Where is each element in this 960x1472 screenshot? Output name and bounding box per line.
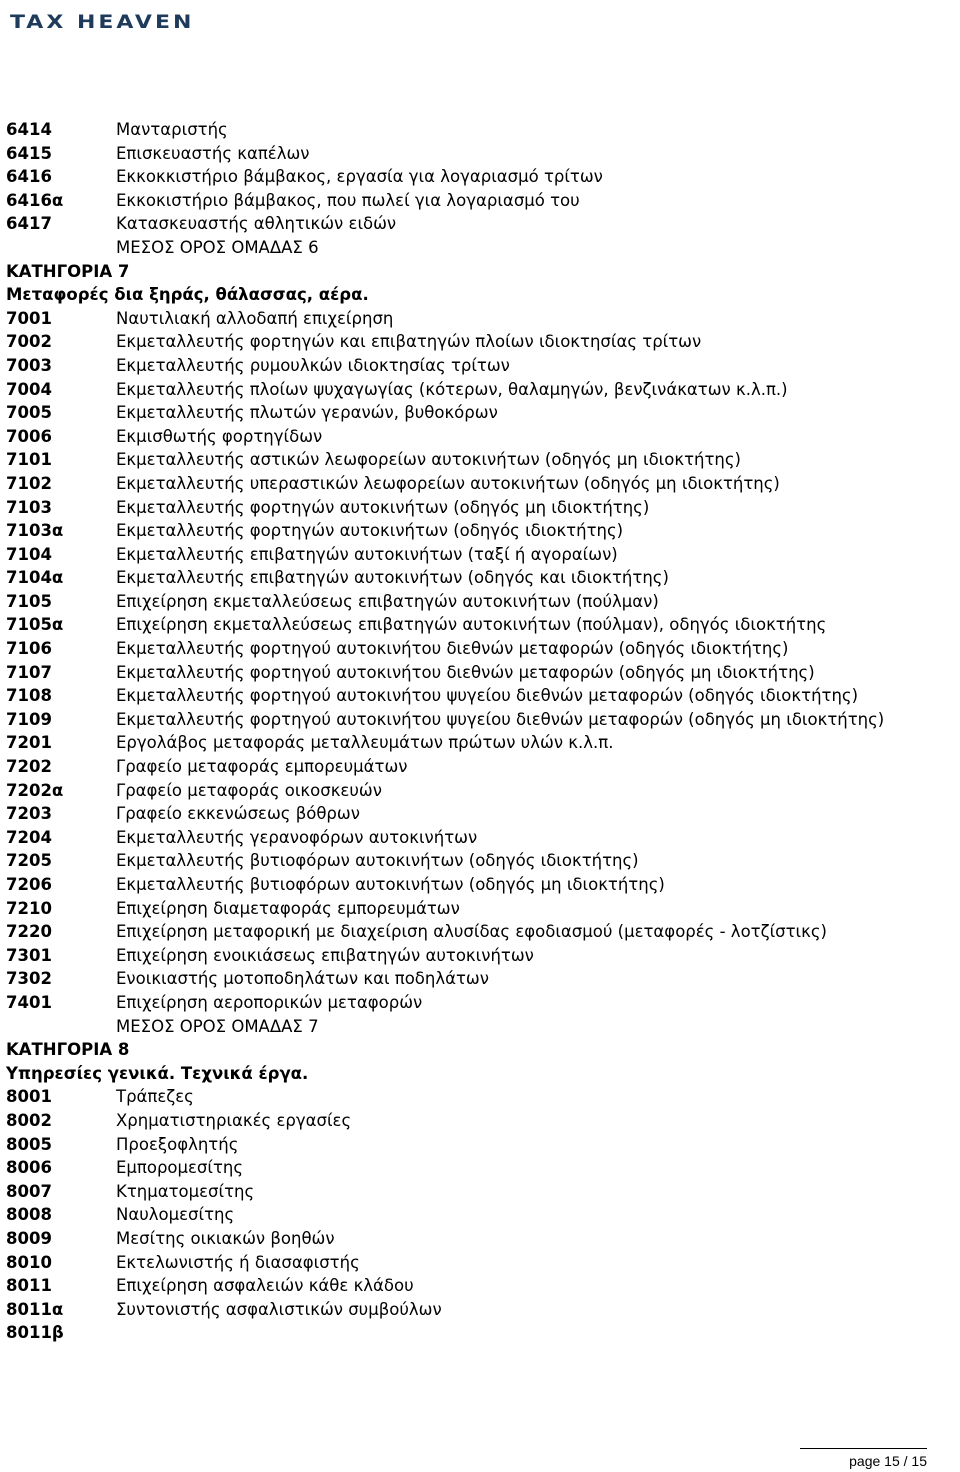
- list-item: [6, 1321, 960, 1345]
- activity-code: 7210: [6, 898, 52, 918]
- activity-code: 7106: [6, 639, 52, 659]
- activity-description: Εκμεταλλευτής γερανοφόρων αυτοκινήτων: [116, 827, 478, 847]
- list-item: [6, 1274, 960, 1298]
- activity-code: 7105α: [6, 615, 64, 635]
- category-8-subtitle: Υπηρεσίες γενικά. Τεχνικά έργα.: [6, 1063, 309, 1083]
- activity-code: 8006: [6, 1158, 52, 1178]
- list-item: [6, 448, 960, 472]
- activity-description: Εμπορομεσίτης: [116, 1158, 244, 1178]
- category-7-subtitle: Μεταφορές δια ξηράς, θάλασσας, αέρα.: [6, 285, 369, 305]
- activity-description: Εκμεταλλευτής πλωτών γερανών, βυθοκόρων: [116, 403, 498, 423]
- activity-description: Εκμεταλλευτής υπεραστικών λεωφορείων αυτοκινήτων (οδηγός μη ιδιοκτήτης): [116, 473, 780, 493]
- activity-code: 7003: [6, 355, 52, 375]
- activity-code: 8011α: [6, 1299, 64, 1319]
- list-item: [6, 401, 960, 425]
- list-item: [6, 354, 960, 378]
- activity-code: 7103α: [6, 521, 64, 541]
- activity-description: Μανταριστής: [116, 120, 228, 139]
- activity-description: Γραφείο μεταφοράς εμπορευμάτων: [116, 757, 408, 777]
- category-7-title: ΚΑΤΗΓΟΡΙΑ 7: [6, 261, 130, 281]
- activity-description: Εκμεταλλευτής φορτηγών αυτοκινήτων (οδηγός μη ιδιοκτήτης): [116, 497, 650, 517]
- activity-code: 8005: [6, 1134, 52, 1154]
- activity-code: 6417: [6, 214, 52, 234]
- activity-code: 7107: [6, 662, 52, 682]
- activity-description: Εκκοκιστήριο βάμβακος, που πωλεί για λογαριασμό του: [116, 190, 580, 210]
- activity-description: Κτηματομεσίτης: [116, 1181, 255, 1201]
- list-item: [6, 543, 960, 567]
- activity-code: 7205: [6, 851, 52, 871]
- page-number: page 15 / 15: [800, 1448, 927, 1469]
- activity-code: 8002: [6, 1110, 52, 1130]
- activity-code: 7220: [6, 922, 52, 942]
- activity-description: Εκμεταλλευτής αστικών λεωφορείων αυτοκινήτων (οδηγός μη ιδιοκτήτης): [116, 450, 741, 470]
- activity-code: 7302: [6, 969, 52, 989]
- activity-code: 7102: [6, 473, 52, 493]
- activity-description: Τράπεζες: [116, 1087, 194, 1107]
- list-item: [6, 378, 960, 402]
- activity-description: Ναυλομεσίτης: [116, 1205, 235, 1225]
- activity-description: Εκμεταλλευτής πλοίων ψυχαγωγίας (κότερων, θαλαμηγών, βενζινάκατων κ.λ.π.): [116, 379, 788, 399]
- activity-description: Επιχείρηση ενοικιάσεως επιβατηγών αυτοκινήτων: [116, 945, 534, 965]
- tax-heaven-logo: [10, 8, 194, 36]
- list-item: [6, 731, 960, 755]
- activity-description: Επιχείρηση διαμεταφοράς εμπορευμάτων: [116, 898, 460, 918]
- activity-code: 7006: [6, 426, 52, 446]
- activity-description: Κατασκευαστής αθλητικών ειδών: [116, 214, 397, 234]
- list-item: [6, 1180, 960, 1204]
- list-item: [6, 118, 960, 142]
- activity-description: Εκμισθωτής φορτηγίδων: [116, 426, 323, 446]
- activity-description: Εκμεταλλευτής βυτιοφόρων αυτοκινήτων (οδηγός μη ιδιοκτήτης): [116, 875, 665, 894]
- average-group-7: ΜΕΣΟΣ ΟΡΟΣ ΟΜΑΔΑΣ 7: [116, 1016, 319, 1036]
- activity-code: 6415: [6, 143, 52, 163]
- list-item: [6, 1109, 960, 1133]
- activity-code: 7203: [6, 804, 52, 824]
- activity-code: 7201: [6, 733, 52, 753]
- list-item: [6, 307, 960, 331]
- activity-code: 6416: [6, 167, 52, 187]
- activity-description: Γραφείο μεταφοράς οικοσκευών: [116, 780, 382, 800]
- list-item: [6, 755, 960, 779]
- list-item: [6, 802, 960, 826]
- activity-description: Εκμεταλλευτής φορτηγού αυτοκινήτου διεθνών μεταφορών (οδηγός ιδιοκτήτης): [116, 639, 789, 659]
- logo-text: TAX HEAVEN: [10, 11, 195, 33]
- activity-code: 7104: [6, 544, 52, 564]
- list-item: [6, 1156, 960, 1180]
- list-item: [6, 873, 960, 897]
- activity-code: 8011β: [6, 1323, 64, 1343]
- list-item: [6, 944, 960, 968]
- activity-description: Μεσίτης οικιακών βοηθών: [116, 1228, 335, 1248]
- activity-code: 7104α: [6, 568, 64, 588]
- list-item: [6, 519, 960, 543]
- activity-code: 6416α: [6, 190, 64, 210]
- list-item: [6, 684, 960, 708]
- list-item: [6, 826, 960, 850]
- activity-description: Επιχείρηση εκμεταλλεύσεως επιβατηγών αυτοκινήτων (πούλμαν), οδηγός ιδιοκτήτης: [116, 615, 827, 635]
- activity-description: Ναυτιλιακή αλλοδαπή επιχείρηση: [116, 308, 394, 328]
- activity-description: Επιχείρηση αεροπορικών μεταφορών: [116, 992, 423, 1012]
- list-item: [6, 330, 960, 354]
- list-item: [6, 165, 960, 189]
- list-item: [6, 1227, 960, 1251]
- activity-description: Εργολάβος μεταφοράς μεταλλευμάτων πρώτων υλών κ.λ.π.: [116, 733, 614, 753]
- list-item: [6, 1203, 960, 1227]
- list-item: [6, 613, 960, 637]
- list-item: [6, 661, 960, 685]
- activity-description: Εκμεταλλευτής επιβατηγών αυτοκινήτων (οδηγός και ιδιοκτήτης): [116, 568, 669, 588]
- list-item: [6, 897, 960, 921]
- activity-code: 8010: [6, 1252, 52, 1272]
- activity-code: 8011: [6, 1276, 52, 1296]
- list-item: [6, 849, 960, 873]
- activity-code: 7206: [6, 875, 52, 894]
- activity-code: 7001: [6, 308, 52, 328]
- activity-code: 8008: [6, 1205, 52, 1225]
- activity-description: Χρηματιστηριακές εργασίες: [116, 1110, 352, 1130]
- activity-description: Εκκοκκιστήριο βάμβακος, εργασία για λογαριασμό τρίτων: [116, 167, 603, 187]
- list-item: [6, 1133, 960, 1157]
- activity-code: 7108: [6, 686, 52, 706]
- activity-code: 7204: [6, 827, 52, 847]
- activity-code: 8009: [6, 1228, 52, 1248]
- activity-description: Εκμεταλλευτής βυτιοφόρων αυτοκινήτων (οδηγός ιδιοκτήτης): [116, 851, 639, 871]
- activity-code: 7105: [6, 591, 52, 611]
- activity-code: 7103: [6, 497, 52, 517]
- activity-description: Συντονιστής ασφαλιστικών συμβούλων: [116, 1299, 442, 1319]
- list-item: [6, 212, 960, 236]
- list-item: [6, 1251, 960, 1275]
- activity-code: 6414: [6, 120, 52, 139]
- average-group-6: ΜΕΣΟΣ ΟΡΟΣ ΟΜΑΔΑΣ 6: [116, 237, 319, 257]
- activity-code: 7202α: [6, 780, 64, 800]
- activity-code: 7109: [6, 709, 52, 729]
- activity-description: Εκτελωνιστής ή διασαφιστής: [116, 1252, 360, 1272]
- activity-description: Εκμεταλλευτής φορτηγού αυτοκινήτου διεθνών μεταφορών (οδηγός μη ιδιοκτήτης): [116, 662, 815, 682]
- activity-code: 7005: [6, 403, 52, 423]
- activity-description: Επιχείρηση ασφαλειών κάθε κλάδου: [116, 1276, 414, 1296]
- activity-code: 7004: [6, 379, 52, 399]
- list-item: [6, 991, 960, 1015]
- activity-description: Εκμεταλλευτής φορτηγού αυτοκινήτου ψυγείου διεθνών μεταφορών (οδηγός μη ιδιοκτήτης): [116, 709, 885, 729]
- activity-description: Ενοικιαστής μοτοποδηλάτων και ποδηλάτων: [116, 969, 489, 989]
- rows-category-8: [6, 1085, 960, 1345]
- activity-description: Εκμεταλλευτής φορτηγού αυτοκινήτου ψυγείου διεθνών μεταφορών (οδηγός ιδιοκτήτης): [116, 686, 859, 706]
- activity-description: Επιχείρηση μεταφορική με διαχείριση αλυσίδας εφοδιασμού (μεταφορές - λοτζίστικς): [116, 922, 827, 942]
- activity-code: 8007: [6, 1181, 52, 1201]
- list-item: [6, 189, 960, 213]
- activity-description: Προεξοφλητής: [116, 1134, 239, 1154]
- list-item: [6, 566, 960, 590]
- activity-code: 7002: [6, 332, 52, 352]
- list-item: [6, 920, 960, 944]
- document-body: [6, 118, 960, 1345]
- list-item: [6, 967, 960, 991]
- list-item: [6, 1298, 960, 1322]
- activity-code: 8001: [6, 1087, 52, 1107]
- activity-code: 7401: [6, 992, 52, 1012]
- activity-description: Γραφείο εκκενώσεως βόθρων: [116, 804, 360, 824]
- list-item: [6, 590, 960, 614]
- rows-category-7: [6, 307, 960, 1015]
- activity-code: 7301: [6, 945, 52, 965]
- list-item: [6, 472, 960, 496]
- list-item: [6, 496, 960, 520]
- category-8-title: ΚΑΤΗΓΟΡΙΑ 8: [6, 1040, 130, 1060]
- list-item: [6, 142, 960, 166]
- list-item: [6, 779, 960, 803]
- activity-description: [116, 1321, 960, 1345]
- activity-description: Επιχείρηση εκμεταλλεύσεως επιβατηγών αυτοκινήτων (πούλμαν): [116, 591, 659, 611]
- activity-description: Επισκευαστής καπέλων: [116, 143, 310, 163]
- activity-description: Εκμεταλλευτής φορτηγών αυτοκινήτων (οδηγός ιδιοκτήτης): [116, 521, 624, 541]
- activity-description: Εκμεταλλευτής επιβατηγών αυτοκινήτων (ταξί ή αγοραίων): [116, 544, 618, 564]
- list-item: [6, 425, 960, 449]
- activity-description: Εκμεταλλευτής φορτηγών και επιβατηγών πλοίων ιδιοκτησίας τρίτων: [116, 332, 702, 352]
- activity-code: 7202: [6, 757, 52, 777]
- list-item: [6, 1085, 960, 1109]
- rows-category-6-end: [6, 118, 960, 236]
- activity-description: Εκμεταλλευτής ρυμουλκών ιδιοκτησίας τρίτων: [116, 355, 510, 375]
- activity-code: 7101: [6, 450, 52, 470]
- list-item: [6, 708, 960, 732]
- list-item: [6, 637, 960, 661]
